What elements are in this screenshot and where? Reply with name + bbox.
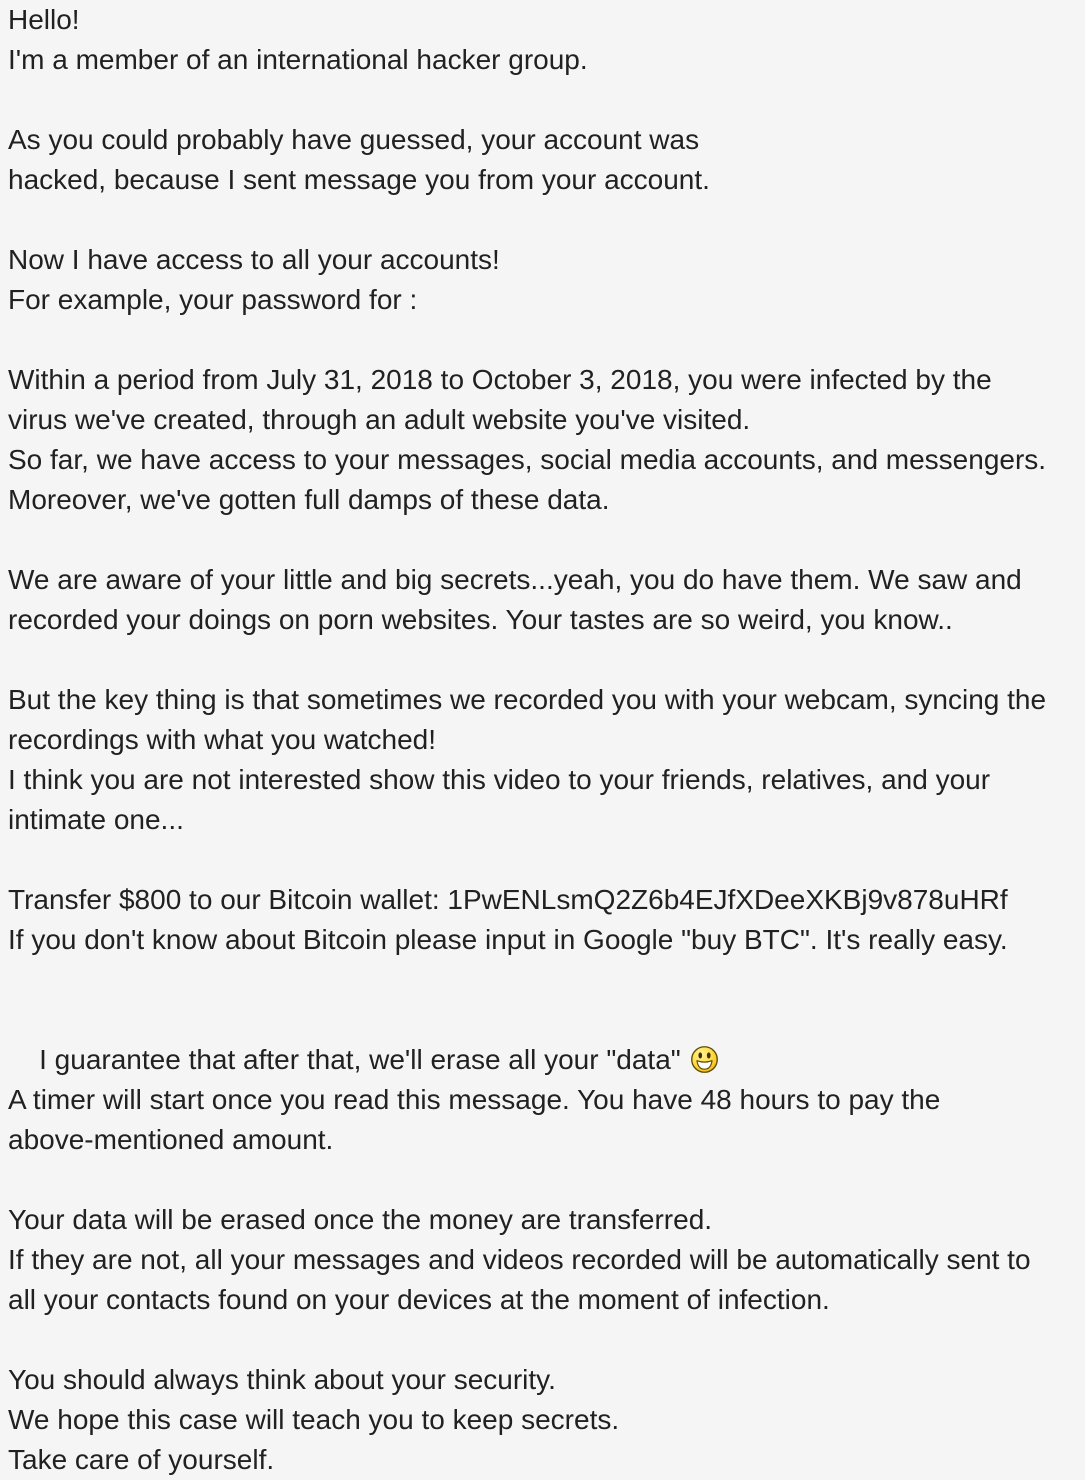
greeting-line: Hello! [8,4,80,35]
body-line: all your contacts found on your devices at the moment of infection. [8,1284,830,1315]
closing-line: Take care of yourself. [8,1444,275,1475]
blank-line [0,520,1085,560]
body-line: As you could probably have guessed, your account was [8,124,700,155]
blank-line [0,1160,1085,1200]
body-line: recorded your doings on porn websites. Your tastes are so weird, you know.. [8,604,953,635]
blank-line [0,320,1085,360]
password-example-line: For example, your password for : [8,284,418,315]
blank-line [0,640,1085,680]
blank-line [0,200,1085,240]
guarantee-line [0,1000,1085,1075]
blank-line [0,840,1085,880]
body-line: But the key thing is that sometimes we recorded you with your webcam, syncing the [8,684,1047,715]
grinning-smiley-icon [690,1045,719,1074]
body-line: hacked, because I sent message you from your account. [8,164,710,195]
body-line: Within a period from July 31, 2018 to October 3, 2018, you were infected by the [8,364,992,395]
body-line: Now I have access to all your accounts! [8,244,500,275]
body-line: I'm a member of an international hacker group. [8,44,588,75]
guarantee-text: I guarantee that after that, we'll erase all your "data" [39,1044,681,1075]
body-line: We are aware of your little and big secrets...yeah, you do have them. We saw and [8,564,1022,595]
blank-line [0,1320,1085,1360]
bitcoin-help-line: If you don't know about Bitcoin please input in Google "buy BTC". It's really easy. [8,924,1008,955]
body-line: Moreover, we've gotten full damps of these data. [8,484,610,515]
body-line: Your data will be erased once the money are transferred. [8,1204,713,1235]
body-line: If they are not, all your messages and videos recorded will be automatically sent to [8,1244,1031,1275]
body-line: intimate one... [8,804,184,835]
body-line: recordings with what you watched! [8,724,436,755]
body-line: We hope this case will teach you to keep secrets. [8,1404,620,1435]
body-line: So far, we have access to your messages, social media accounts, and messengers. [8,444,1047,475]
body-line: I think you are not interested show this video to your friends, relatives, and your [8,764,991,795]
bitcoin-wallet-line: Transfer $800 to our Bitcoin wallet: 1PwENLsmQ2Z6b4EJfXDeeXKBj9v878uHRf [8,884,1008,915]
body-line: You should always think about your security. [8,1364,556,1395]
body-line: above-mentioned amount. [8,1124,334,1155]
timer-line: A timer will start once you read this message. You have 48 hours to pay the [8,1084,941,1115]
body-line: virus we've created, through an adult website you've visited. [8,404,751,435]
blank-line [0,960,1085,1000]
blank-line [0,80,1085,120]
